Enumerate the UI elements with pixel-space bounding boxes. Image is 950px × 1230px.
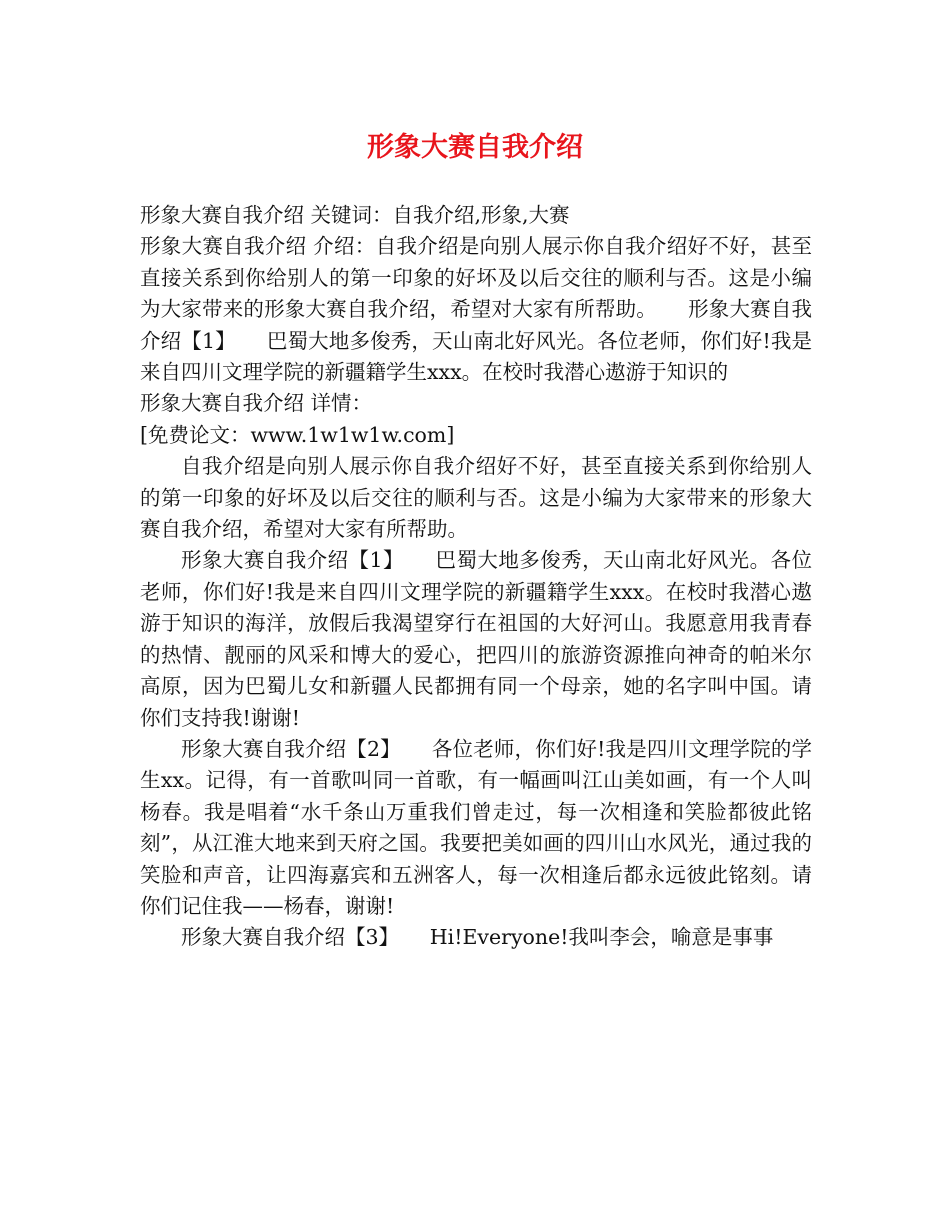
intro-summary: 形象大赛自我介绍 介绍：自我介绍是向别人展示你自我介绍好不好，甚至直接关系到你给别人的第一印象的好坏及以后交往的顺利与否。这是小编为大家带来的形象大赛自我介绍，希望对大家有所帮助。 形象大赛自我介绍【1】 巴蜀大地多俊秀，天山南北好风光。各位老师，你们好!我是来自四川文理学院的新疆籍学生xxx。在校时我潜心遨游于知识的	[140, 234, 812, 385]
paragraph-intro: 自我介绍是向别人展示你自我介绍好不好，甚至直接关系到你给别人的第一印象的好坏及以后交往的顺利与否。这是小编为大家带来的形象大赛自我介绍，希望对大家有所帮助。	[140, 454, 812, 542]
keywords-line: 形象大赛自我介绍 关键词：自我介绍,形象,大赛	[140, 203, 570, 227]
paragraph-example-2: 形象大赛自我介绍【2】 各位老师，你们好!我是四川文理学院的学生xx。记得，有一首歌叫同一首歌，有一幅画叫江山美如画，有一个人叫杨春。我是唱着“水千条山万重我们曾走过，每一次相逢和笑脸都彼此铭刻”，从江淮大地来到天府之国。我要把美如画的四川山水风光，通过我的笑脸和声音，让四海嘉宾和五洲客人，每一次相逢后都永远彼此铭刻。请你们记住我——杨春，谢谢!	[140, 736, 812, 918]
paragraph-example-3: 形象大赛自我介绍【3】 Hi!Everyone!我叫李会，喻意是事事	[181, 925, 774, 950]
details-label: 形象大赛自我介绍 详情：	[140, 391, 373, 416]
source-link[interactable]: [免费论文：www.1w1w1w.com]	[140, 422, 455, 447]
document-title: 形象大赛自我介绍	[367, 132, 583, 163]
paragraph-example-1: 形象大赛自我介绍【1】 巴蜀大地多俊秀，天山南北好风光。各位老师，你们好!我是来自四川文理学院的新疆籍学生xxx。在校时我潜心遨游于知识的海洋，放假后我渴望穿行在祖国的大好河山。我愿意用我青春的热情、靓丽的风采和博大的爱心，把四川的旅游资源推向神奇的帕米尔高原，因为巴蜀儿女和新疆人民都拥有同一个母亲，她的名字叫中国。请你们支持我!谢谢!	[140, 548, 812, 730]
document-body	[140, 200, 812, 954]
